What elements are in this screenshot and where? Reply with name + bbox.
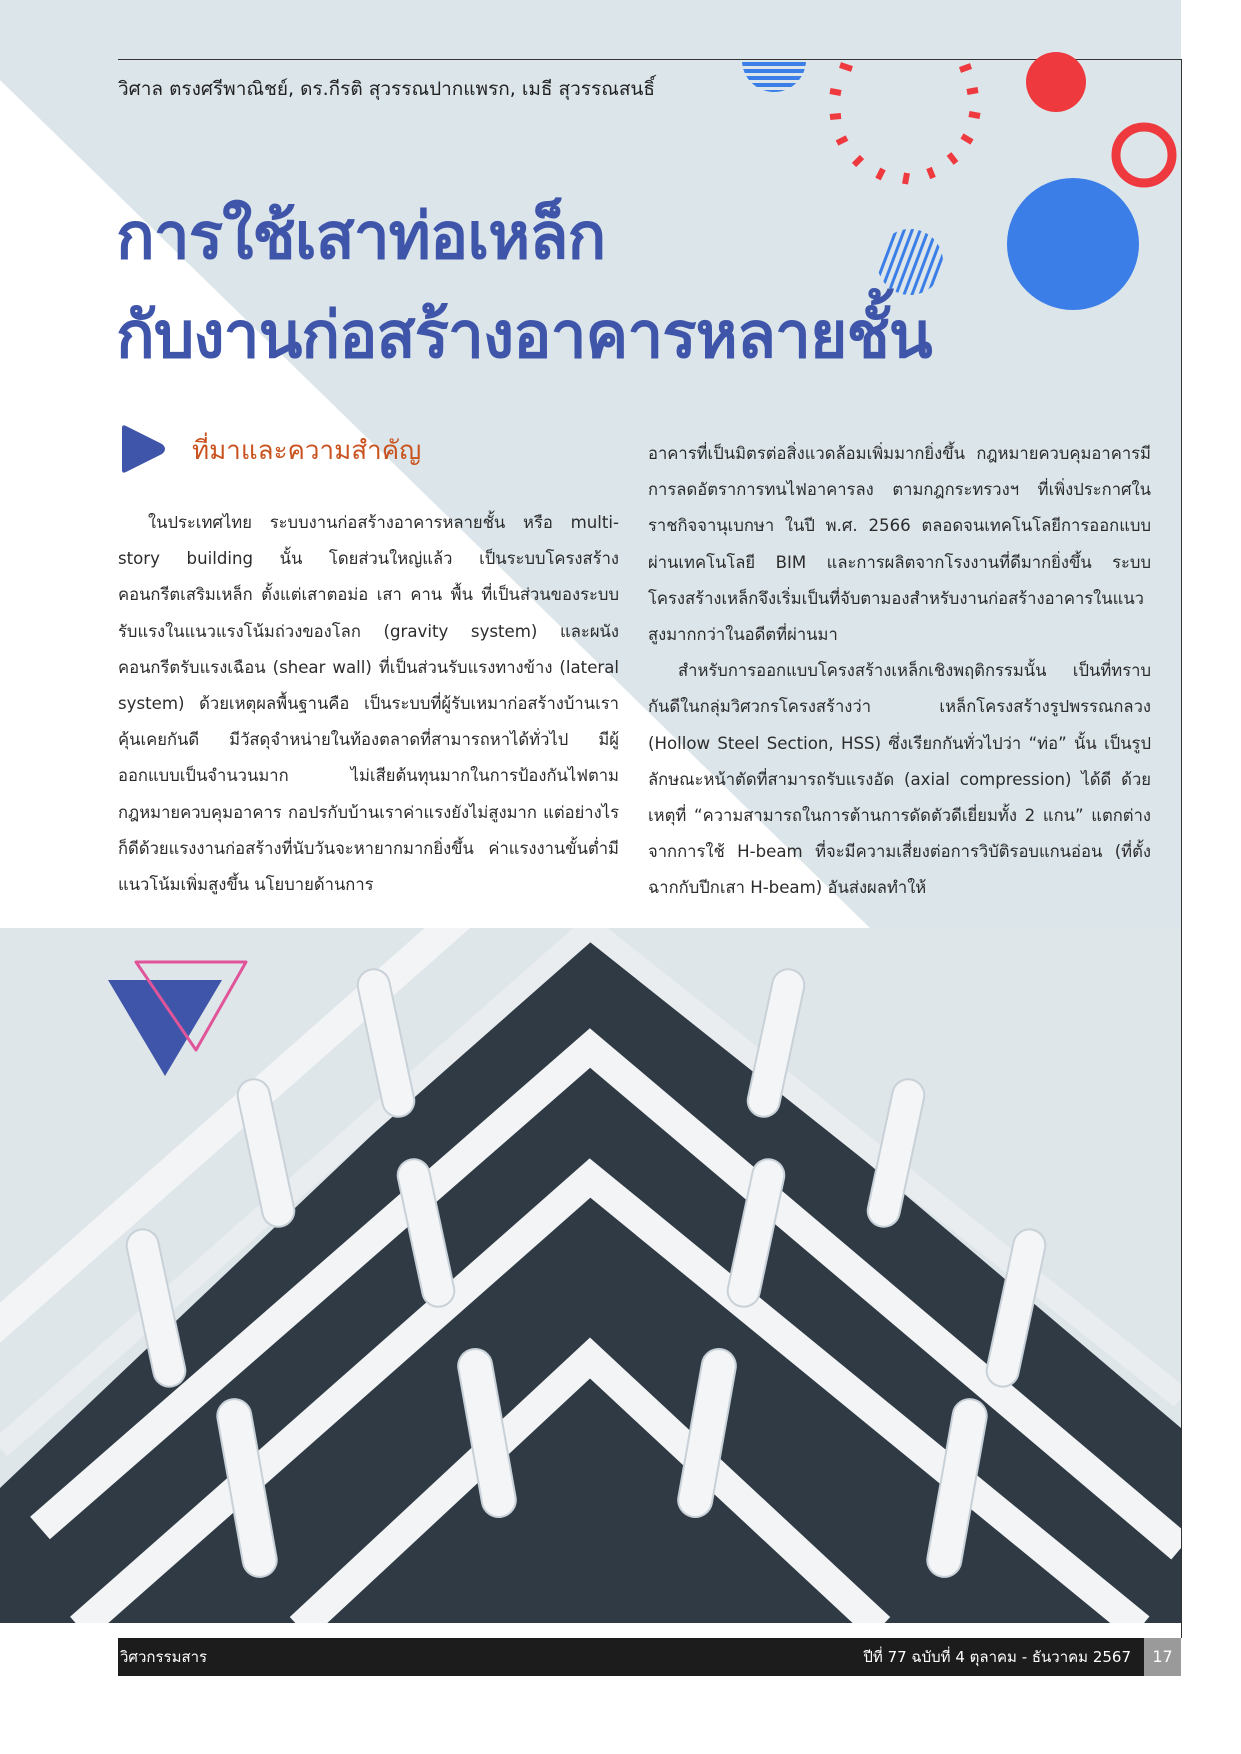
title-line-2: กับงานก่อสร้างอาคารหลายชั้น	[116, 299, 932, 373]
red-circle	[1026, 52, 1086, 112]
left-column	[118, 505, 619, 903]
paragraph: อาคารที่เป็นมิตรต่อสิ่งแวดล้อมเพิ่มมากยิ่งขึ้น กฎหมายควบคุมอาคารมีการลดอัตราการทนไฟอาคารลง ตามกฎกระทรวงฯ ที่เพิ่งประกาศในราชกิจจานุเบกษา ในปี พ.ศ. 2566 ตลอดจนเทคโนโลยีการออกแบบผ่านเทคโนโลยี BIM และการผลิตจากโรงงานที่ดีมากยิ่งขึ้น ระบบโครงสร้างเหล็กจึงเริ่มเป็นที่จับตามองสำหรับงานก่อสร้างอาคารในแนวสูงมากกว่าในอดีตที่ผ่านมา	[648, 444, 1151, 645]
dashed-ring	[830, 65, 980, 184]
red-ring	[1116, 127, 1172, 183]
right-rule	[1181, 59, 1182, 1638]
building-photo	[0, 928, 1181, 1623]
blue-circle	[1007, 178, 1139, 310]
section-heading: ที่มาและความสำคัญ	[192, 436, 422, 466]
paragraph: ในประเทศไทย ระบบงานก่อสร้างอาคารหลายชั้น หรือ multi-story building นั้น โดยส่วนใหญ่แล้ว เป็นระบบโครงสร้างคอนกรีตเสริมเหล็ก ตั้งแต่เสาตอม่อ เสา คาน พื้น ที่เป็นส่วนของระบบรับแรงในแนวแรงโน้มถ่วงของโลก (gravity system) และผนังคอนกรีตรับแรงเฉือน (shear wall) ที่เป็นส่วนรับแรงทางข้าง (lateral system) ด้วยเหตุผลพื้นฐานคือ เป็นระบบที่ผู้รับเหมาก่อสร้างบ้านเราคุ้นเคยกันดี มีวัสดุจำหน่ายในท้องตลาดที่สามารถหาได้ทั่วไป มีผู้ออกแบบเป็นจำนวนมาก ไม่เสียต้นทุนมากในการป้องกันไฟตามกฎหมายควบคุมอาคาร กอปรกับบ้านเราค่าแรงยังไม่สูงมาก แต่อย่างไรก็ดีด้วยแรงงานก่อสร้างที่นับวันจะหายากมากยิ่งขึ้น ค่าแรงงานขั้นต่ำมีแนวโน้มเพิ่มสูงขึ้น นโยบายด้านการ	[118, 513, 619, 895]
paragraph: สำหรับการออกแบบโครงสร้างเหล็กเชิงพฤติกรรมนั้น เป็นที่ทราบกันดีในกลุ่มวิศวกรโครงสร้างว่า เหล็กโครงสร้างรูปพรรณกลวง (Hollow Steel Section, HSS) ซึ่งเรียกกันทั่วไปว่า “ท่อ” นั้น เป็นรูปลักษณะหน้าตัดที่สามารถรับแรงอัด (axial compression) ได้ดี ด้วยเหตุที่ “ความสามารถในการต้านการดัดตัวดีเยี่ยมทั้ง 2 แกน” แตกต่างจากการใช้ H-beam ที่จะมีความเสี่ยงต่อการวิบัติรอบแกนอ่อน (ที่ตั้งฉากกับปีกเสา H-beam) อันส่งผลทำให้	[648, 661, 1151, 898]
right-column	[648, 436, 1151, 907]
striped-semicircle	[742, 62, 806, 94]
title-line-1: การใช้เสาท่อเหล็ก	[116, 200, 606, 274]
play-triangle-icon	[118, 424, 168, 474]
article-title	[116, 188, 932, 386]
magazine-name: วิศวกรรมสาร	[120, 1648, 208, 1666]
page-number: 17	[1144, 1638, 1181, 1676]
article-authors: วิศาล ตรงศรีพาณิชย์, ดร.กีรติ สุวรรณปากแพรก, เมธี สุวรรณสนธิ์	[118, 78, 656, 100]
issue-info: ปีที่ 77 ฉบับที่ 4 ตุลาคม - ธันวาคม 2567	[863, 1648, 1131, 1666]
